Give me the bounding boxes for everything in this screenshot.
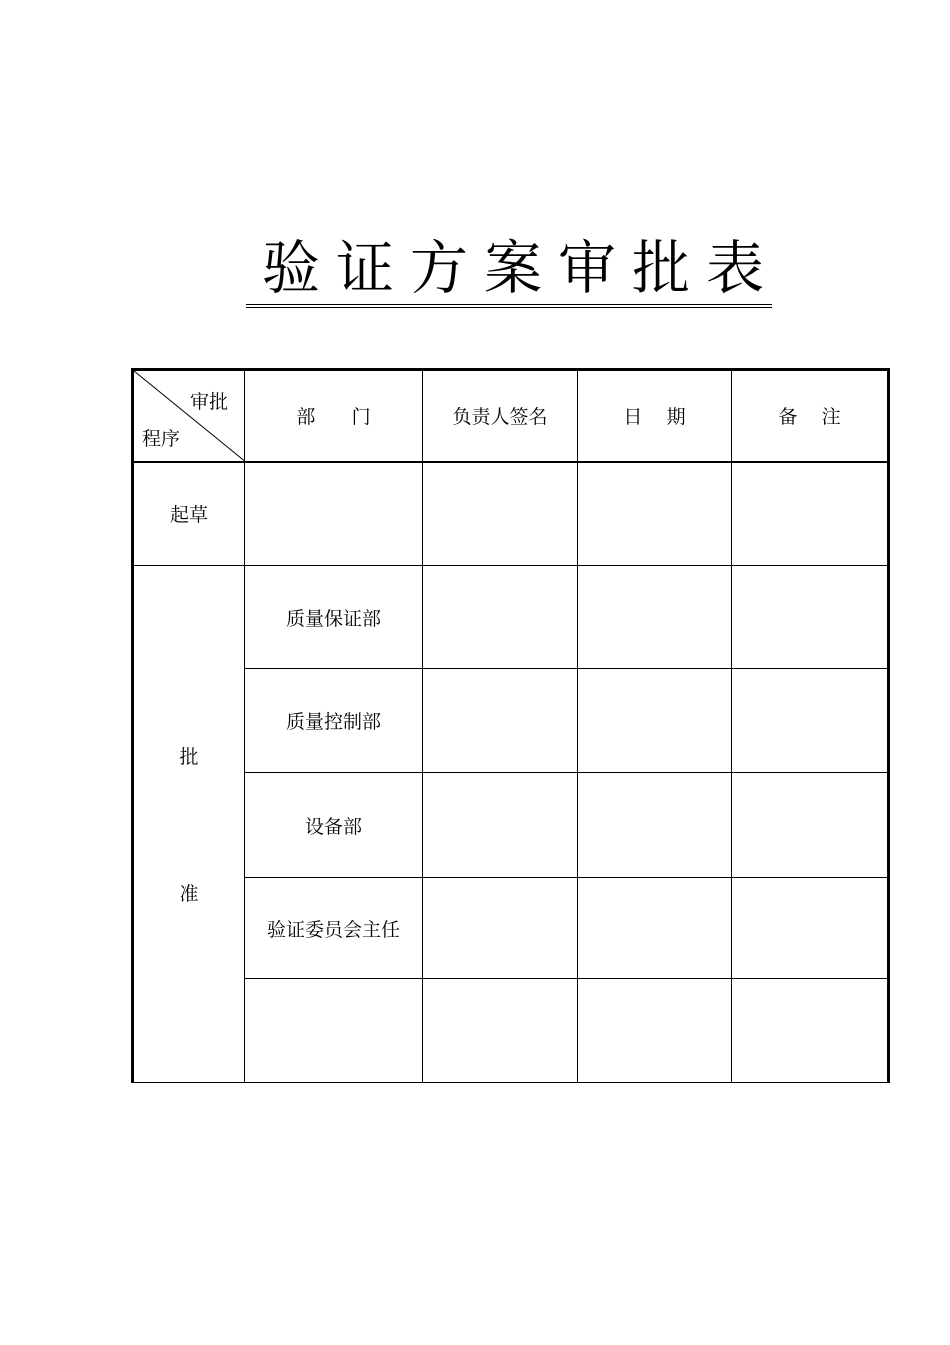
department-name: 设备部 — [304, 815, 362, 838]
approval-table — [131, 368, 890, 1083]
remarks-input-cell[interactable] — [732, 566, 889, 669]
remarks-input-cell[interactable] — [732, 878, 889, 979]
signature-input-cell[interactable] — [423, 462, 578, 566]
approve-stage-label — [179, 742, 198, 906]
department-cell — [245, 773, 423, 878]
department-cell[interactable] — [245, 979, 423, 1083]
header-signature — [423, 370, 578, 462]
draft-stage-label: 起草 — [169, 504, 208, 527]
header-date-label: 日 期 — [623, 406, 686, 429]
department-name: 质量控制部 — [285, 711, 381, 733]
department-name: 质量保证部 — [285, 607, 381, 630]
approve-char-1: 批 — [179, 746, 199, 768]
signature-input-cell[interactable] — [423, 878, 578, 979]
header-signature-label: 负责人签名 — [452, 406, 548, 429]
header-remarks-label: 备 注 — [778, 406, 841, 429]
remarks-input-cell[interactable] — [732, 462, 889, 566]
table-row — [133, 566, 889, 669]
date-input-cell[interactable] — [578, 979, 732, 1083]
department-cell — [245, 878, 423, 979]
signature-input-cell[interactable] — [423, 979, 578, 1083]
signature-input-cell[interactable] — [423, 669, 578, 773]
signature-input-cell[interactable] — [423, 566, 578, 669]
remarks-input-cell[interactable] — [732, 773, 889, 878]
table-row — [133, 878, 889, 979]
page-title: 验证方案审批表 — [246, 236, 772, 308]
date-input-cell[interactable] — [578, 878, 732, 979]
header-procedure-label: 程序 — [142, 427, 181, 450]
header-department-label: 部 门 — [296, 406, 371, 429]
date-input-cell[interactable] — [578, 773, 732, 878]
header-department — [245, 370, 423, 462]
department-cell — [245, 566, 423, 669]
department-input-cell[interactable] — [245, 462, 423, 566]
header-approval-label: 审批 — [189, 391, 228, 413]
header-remarks — [732, 370, 889, 462]
diagonal-header-cell — [133, 370, 245, 462]
department-cell — [245, 669, 423, 773]
draft-stage-cell — [133, 462, 245, 566]
table-row — [133, 979, 889, 1083]
date-input-cell[interactable] — [578, 669, 732, 773]
table-row — [133, 669, 889, 773]
remarks-input-cell[interactable] — [732, 669, 889, 773]
header-date — [578, 370, 732, 462]
table-row — [133, 462, 889, 566]
date-input-cell[interactable] — [578, 462, 732, 566]
table-row — [133, 773, 889, 878]
date-input-cell[interactable] — [578, 566, 732, 669]
remarks-input-cell[interactable] — [732, 979, 889, 1083]
approve-stage-cell — [133, 566, 245, 1083]
signature-input-cell[interactable] — [423, 773, 578, 878]
table-header-row — [133, 370, 889, 462]
department-name: 验证委员会主任 — [266, 918, 400, 941]
approve-char-2: 准 — [179, 883, 199, 905]
